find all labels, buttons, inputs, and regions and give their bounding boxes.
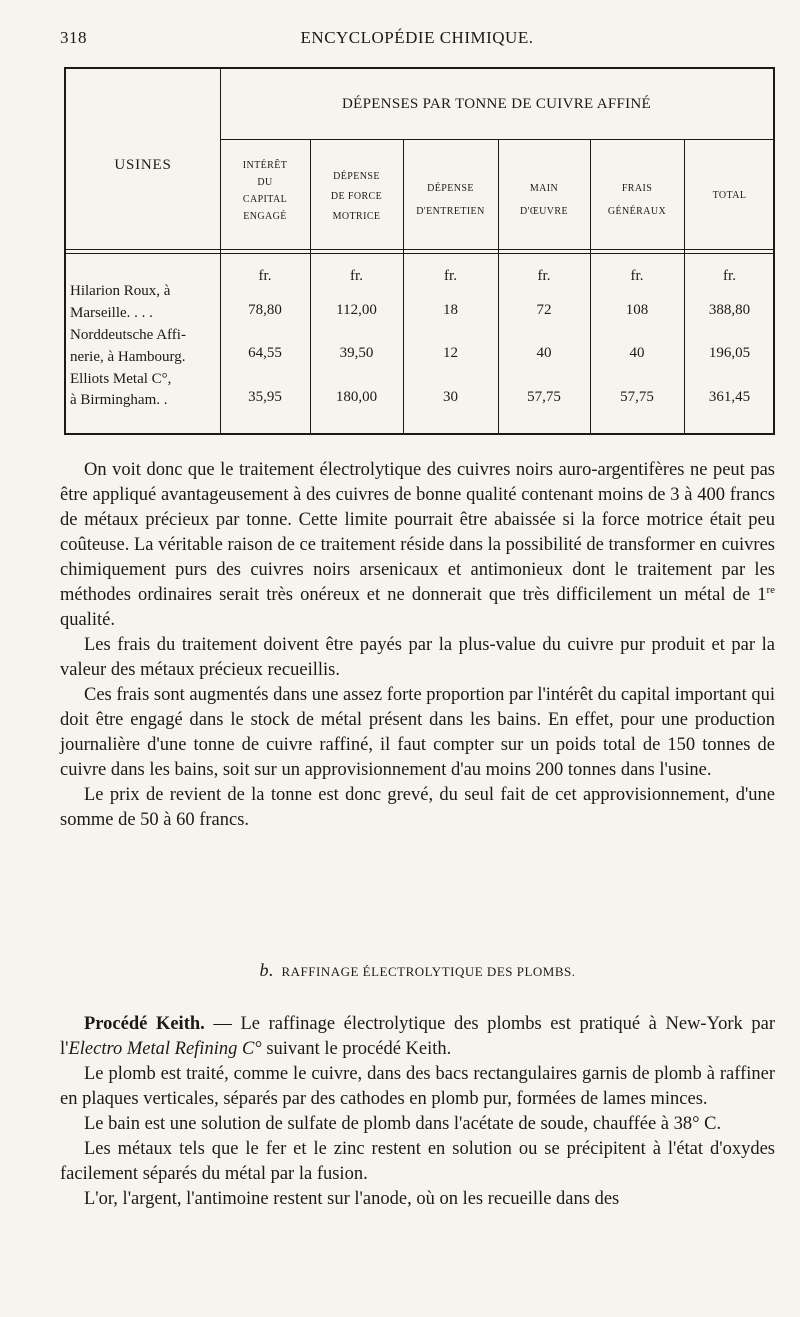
paragraph: Les métaux tels que le fer et le zinc restent en solution ou se précipitent à l'état d'oxydes facilement séparés du métal par la fusion.: [60, 1139, 775, 1184]
table-cell: 39,50: [339, 345, 374, 361]
paragraph: Procédé Keith. — Le raffinage électrolytique des plombs est pratiqué à New-York par l'Electro Metal Refining C° suivant le procédé Keith.: [60, 1014, 775, 1059]
table-cell: 57,75: [620, 389, 654, 405]
table-cell: 64,55: [248, 345, 282, 361]
table-cell: 30: [443, 389, 458, 405]
unit-label: fr.: [537, 268, 551, 284]
unit-label: fr.: [444, 268, 457, 284]
table-rule: [66, 253, 773, 254]
table-cell: 112,00: [336, 302, 377, 318]
table-rule: [66, 249, 773, 250]
paragraph: On voit donc que le traitement électrolytique des cuivres noirs auro-argentifères ne peut pas être appliqué avantageusement à des cuivres de bonne qualité contenant moins de 3 à 400 francs de métaux précieux par tonne. Cette limite pourrait être abaissée si la force motrice était peu coûteuse. La véritable raison de ce traitement réside dans la possibilité de transformer en cuivres chimiquement purs des cuivres noirs arsenicaux et antimonieux dont le traitement par les méthodes ordinaires serait très onéreux et ne donnerait que très difficilement un métal de 1re qualité.: [60, 460, 775, 630]
row-name-line: Marseille. . . .: [70, 305, 153, 321]
row-name-line: nerie, à Hambourg.: [70, 349, 186, 365]
col-header-entretien: DÉPENSE D'ENTRETIEN: [416, 183, 485, 217]
table-cell: 196,05: [708, 345, 751, 361]
row-name-line: à Birmingham. .: [70, 392, 168, 408]
paragraph: Ces frais sont augmentés dans une assez forte proportion par l'intérêt du capital important qui doit être engagé dans le stock de métal présent dans les bains. En effet, pour une production journalière d'une tonne de cuivre raffiné, il faut compter sur un poids total de 150 tonnes de cuivre dans les bains, soit sur un approvisionnement d'au moins 200 tonnes dans l'usine.: [60, 685, 775, 780]
paragraph: Les frais du traitement doivent être payés par la plus-value du cuivre pur produit et par la valeur des métaux précieux recueillis.: [60, 635, 775, 680]
table-cell: 40: [536, 345, 552, 361]
row-name-line: Elliots Metal C°,: [70, 371, 172, 387]
table-rule: [220, 69, 221, 433]
col-usines: USINES: [114, 157, 172, 173]
page-number: 318: [60, 28, 87, 47]
page-header: [60, 28, 774, 54]
paragraph: Le bain est une solution de sulfate de plomb dans l'acétate de soude, chauffée à 38° C.: [84, 1114, 722, 1134]
table-cell: 18: [443, 302, 458, 318]
table-cell: 57,75: [527, 389, 561, 405]
col-header-main-oeuvre: MAIN D'ŒUVRE: [520, 183, 568, 217]
paragraph: Le prix de revient de la tonne est donc grevé, du seul fait de cet approvisionnement, d'une somme de 50 à 60 francs.: [60, 785, 775, 830]
table-cell: 108: [625, 302, 649, 318]
unit-label: fr.: [723, 268, 736, 284]
table-cell: 35,95: [248, 389, 282, 405]
table-cell: 40: [629, 345, 645, 361]
unit-label: fr.: [258, 268, 272, 284]
table-cell: 12: [443, 345, 458, 361]
running-title: ENCYCLOPÉDIE CHIMIQUE.: [300, 28, 534, 47]
body-text-2: [60, 1012, 775, 1212]
table-cell: 180,00: [335, 389, 378, 405]
group-title: DÉPENSES PAR TONNE DE CUIVRE AFFINÉ: [341, 96, 652, 112]
paragraph: L'or, l'argent, l'antimoine restent sur l'anode, où on les recueille dans des: [84, 1189, 620, 1209]
unit-label: fr.: [630, 268, 644, 284]
table-cell: 388,80: [708, 302, 751, 318]
col-header-frais-generaux: FRAIS GÉNÉRAUX: [607, 183, 667, 217]
table-cell: 78,80: [248, 302, 282, 318]
col-header-force-motrice: DÉPENSE DE FORCE MOTRICE: [330, 171, 383, 222]
cost-table: [64, 67, 775, 435]
table-rule: [220, 139, 773, 140]
col-header-interet: INTÉRÊT DU CAPITAL ENGAGÉ: [242, 160, 288, 222]
row-name-line: Hilarion Roux, à: [70, 283, 171, 299]
section-subtitle: b. RAFFINAGE ÉLECTROLYTIQUE DES PLOMBS.: [259, 960, 576, 980]
row-name-line: Norddeutsche Affi-: [70, 327, 186, 343]
paragraph: Le plomb est traité, comme le cuivre, dans des bacs rectangulaires garnis de plomb à raffiner en plaques verticales, séparés par des cathodes en plomb pur, formées de lames minces.: [60, 1064, 775, 1109]
body-text: [60, 458, 775, 833]
table-cell: 72: [536, 302, 552, 318]
col-header-total: TOTAL: [712, 190, 747, 201]
unit-label: fr.: [350, 268, 363, 284]
table-cell: 361,45: [708, 389, 751, 405]
